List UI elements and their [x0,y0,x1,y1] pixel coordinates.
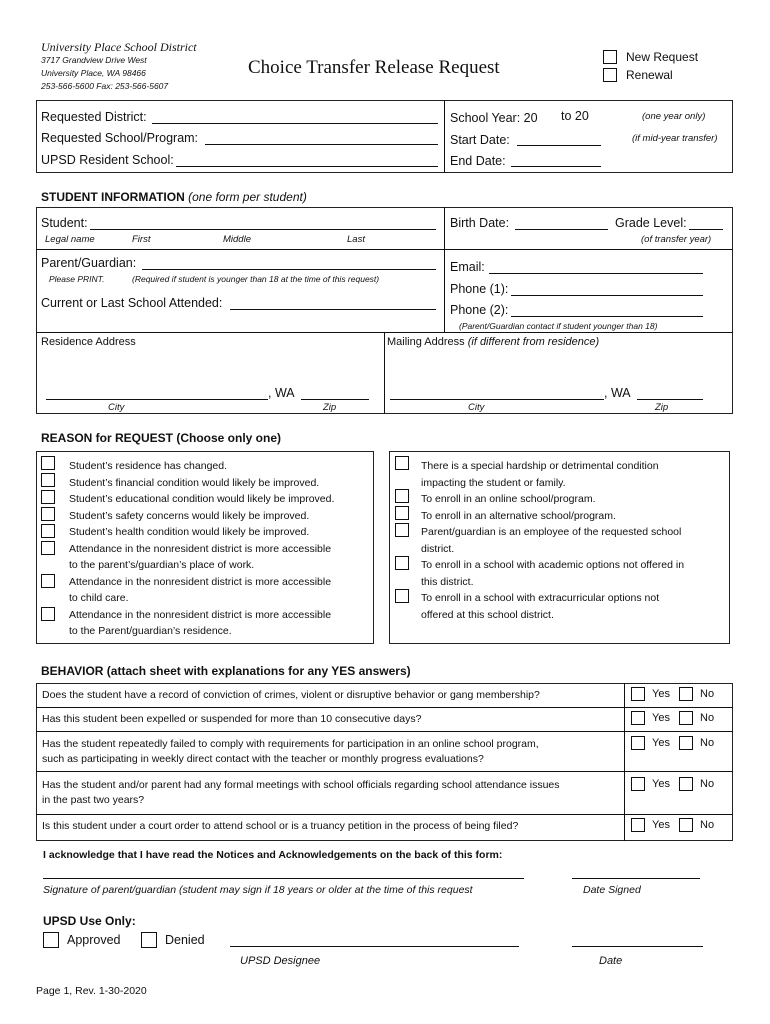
acknowledge-statement: I acknowledge that I have read the Notices and Acknowledgements on the back of this form: [43,849,503,861]
name-part-first: First [132,234,151,245]
list-item: this district. [421,575,474,588]
behavior-question-4: Has the student and/or parent had any formal meetings with school officials regarding school attendance issues in the past two years? [42,779,560,806]
new-request-label: New Request [626,50,699,64]
list-item: offered at this school district. [421,608,554,621]
no-checkbox[interactable] [679,736,693,750]
residence-city-caption: City [108,402,125,413]
student-info-heading: STUDENT INFORMATION (one form per student) [41,190,307,204]
district-name: University Place School District [41,40,197,54]
date-signed-caption: Date Signed [583,884,641,896]
one-year-only-note: (one year only) [642,111,706,122]
grade-level-field[interactable] [689,229,723,230]
requested-district-label: Requested District: [41,110,147,124]
no-checkbox[interactable] [679,711,693,725]
name-part-middle: Middle [223,234,251,245]
office-date-field[interactable] [572,946,703,947]
mid-year-note: (if mid-year transfer) [632,133,718,144]
birth-date-field[interactable] [515,229,608,230]
school-year-to: to 20 [561,109,589,123]
transfer-year-note: (of transfer year) [641,234,712,245]
list-item: There is a special hardship or detrimental condition [421,460,659,472]
district-address-2: University Place, WA 98466 [41,68,146,78]
mailing-wa: , WA [604,386,631,400]
list-item: to child care. [69,592,129,604]
list-item: district. [421,542,455,555]
office-date-caption: Date [599,955,623,967]
phone1-field[interactable] [511,295,703,296]
list-item: Attendance in the nonresident district is more accessible [69,575,332,588]
yes-checkbox[interactable] [631,687,645,701]
start-date-label: Start Date: [450,133,510,147]
list-item: Student’s residence has changed. [69,460,228,472]
residence-zip-caption: Zip [323,402,337,413]
list-item: to the Parent/guardian’s residence. [69,625,232,637]
reason-left-list [69,458,334,640]
list-item: To enroll in a school with academic options not offered in [421,559,685,571]
no-checkbox[interactable] [679,818,693,832]
mailing-city-field[interactable] [390,399,604,400]
parent-signature-field[interactable] [43,878,524,879]
list-item: Attendance in the nonresident district is more accessible [69,542,332,555]
approved-checkbox[interactable] [43,932,59,948]
behavior-answer-4: Yes No [631,777,714,791]
reason-academic-checkbox[interactable] [395,556,409,570]
behavior-answer-1: Yes No [631,687,714,701]
current-school-field[interactable] [230,309,436,310]
reason-residence-checkbox[interactable] [41,456,55,470]
renewal-option[interactable] [603,68,673,82]
reason-right-list [421,458,684,623]
reason-employee-checkbox[interactable] [395,523,409,537]
end-date-field[interactable] [511,166,601,167]
requested-school-label: Requested School/Program: [41,131,199,145]
start-date-field[interactable] [517,145,601,146]
behavior-question-2: Has this student been expelled or suspended for more than 10 consecutive days? [42,713,422,725]
phone2-label: Phone (2): [450,303,509,317]
no-checkbox[interactable] [679,687,693,701]
list-item: Student’s health condition would likely be improved. [69,526,310,538]
list-item: to the parent’s/guardian’s place of work. [69,559,255,571]
please-print-note: Please PRINT. [49,274,105,284]
yes-checkbox[interactable] [631,818,645,832]
list-item: Parent/guardian is an employee of the requested school [421,526,682,538]
list-item: To enroll in an alternative school/program. [421,509,616,522]
mailing-zip-caption: Zip [655,402,669,413]
resident-school-field[interactable] [176,166,438,167]
list-item: To enroll in an online school/program. [421,493,596,505]
behavior-heading: BEHAVIOR (attach sheet with explanations for any YES answers) [41,664,411,678]
date-signed-field[interactable] [572,878,700,879]
new-request-checkbox[interactable] [603,50,617,64]
designee-caption: UPSD Designee [240,955,321,967]
residence-zip-field[interactable] [301,399,369,400]
email-label: Email: [450,260,485,274]
residence-city-field[interactable] [46,399,268,400]
yes-checkbox[interactable] [631,736,645,750]
reason-work-checkbox[interactable] [41,541,55,555]
renewal-label: Renewal [626,68,673,82]
residence-address-label: Residence Address [41,336,136,348]
parent-guardian-field[interactable] [142,269,436,270]
approved-option[interactable]: Approved [43,932,121,948]
behavior-question-5: Is this student under a court order to attend school or is a truancy petition in the process of being filed? [42,820,519,832]
denied-option[interactable]: Denied [141,932,205,948]
list-item: impacting the student or family. [421,476,566,489]
district-phone-fax: 253-566-5600 Fax: 253-566-5607 [41,81,169,91]
form-title: Choice Transfer Release Request [248,57,500,78]
name-part-legal: Legal name [45,234,95,245]
no-checkbox[interactable] [679,777,693,791]
list-item: Student’s safety concerns would likely be improved. [69,509,310,522]
reason-heading: REASON for REQUEST (Choose only one) [41,431,282,445]
designee-field[interactable] [230,946,519,947]
reason-childcare-checkbox[interactable] [41,574,55,588]
requested-district-field[interactable] [152,123,438,124]
reason-financial-checkbox[interactable] [41,473,55,487]
behavior-question-3: Has the student repeatedly failed to comply with requirements for participation in an online school program, such as participating in weekly direct contact with the teacher or monthly progress evaluations? [42,738,539,765]
office-use-heading: UPSD Use Only: [43,914,136,928]
school-year-label: School Year: 20 [450,111,538,125]
mailing-city-caption: City [468,402,485,413]
resident-school-label: UPSD Resident School: [41,153,174,167]
phone1-label: Phone (1): [450,282,509,296]
parent-guardian-label: Parent/Guardian: [41,256,137,270]
email-field[interactable] [489,273,703,274]
end-date-label: End Date: [450,154,506,168]
reason-health-checkbox[interactable] [41,524,55,538]
mailing-zip-field[interactable] [637,399,703,400]
list-item: To enroll in a school with extracurricular options not [421,592,660,604]
mailing-address-label: Mailing Address (if different from residence) [387,336,600,348]
grade-level-label: Grade Level: [615,216,687,230]
denied-checkbox[interactable] [141,932,157,948]
list-item: Student’s educational condition would likely be improved. [69,493,335,505]
requested-school-field[interactable] [205,144,438,145]
student-name-field[interactable] [90,229,436,230]
reason-parent-residence-checkbox[interactable] [41,607,55,621]
page-footer: Page 1, Rev. 1-30-2020 [36,985,147,997]
yes-checkbox[interactable] [631,711,645,725]
behavior-answer-3: Yes No [631,736,714,750]
renewal-checkbox[interactable] [603,68,617,82]
residence-wa: , WA [268,386,295,400]
contact-note: (Parent/Guardian contact if student younger than 18) [459,321,658,331]
new-request-option[interactable] [603,50,698,64]
list-item: Attendance in the nonresident district is more accessible [69,608,332,621]
current-school-label: Current or Last School Attended: [41,296,223,310]
behavior-question-1: Does the student have a record of conviction of crimes, violent or disruptive behavior or gang membership? [42,689,540,701]
birth-date-label: Birth Date: [450,216,510,230]
reason-safety-checkbox[interactable] [41,507,55,521]
phone2-field[interactable] [511,316,703,317]
reason-alternative-checkbox[interactable] [395,506,409,520]
student-label: Student: [41,216,88,230]
behavior-answer-5: Yes No [631,818,714,832]
reason-extracurricular-checkbox[interactable] [395,589,409,603]
required-note: (Required if student is younger than 18 at the time of this request) [132,274,380,284]
reason-hardship-checkbox[interactable] [395,456,409,470]
reason-educational-checkbox[interactable] [41,490,55,504]
district-address-1: 3717 Grandview Drive West [41,55,147,65]
behavior-answer-2: Yes No [631,711,714,725]
reason-online-checkbox[interactable] [395,489,409,503]
list-item: Student’s financial condition would likely be improved. [69,476,320,489]
signature-caption: Signature of parent/guardian (student may sign if 18 years or older at the time of this request [43,884,473,896]
yes-checkbox[interactable] [631,777,645,791]
name-part-last: Last [347,234,365,245]
